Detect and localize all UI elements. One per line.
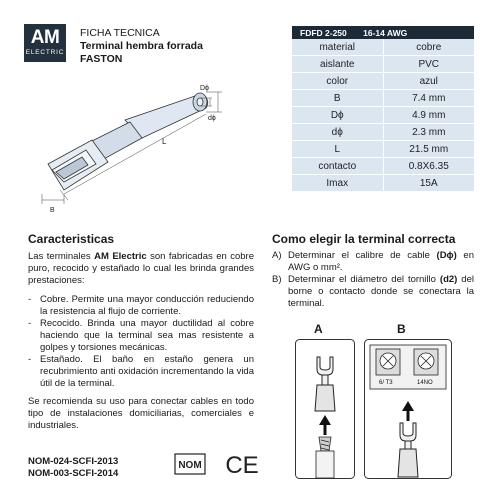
- spec-label: L: [292, 141, 383, 158]
- table-row: [292, 141, 474, 158]
- table-row: [292, 73, 474, 90]
- table-row: [292, 124, 474, 141]
- list-item: - Recocido. Brinda una mayor ductilidad al cobre haciendo que la terminal sea mas resistente a golpes y torsiones mecánicas.: [28, 318, 254, 353]
- dim-B-label: B: [50, 207, 55, 214]
- spec-label: color: [292, 73, 383, 90]
- dim-L-label: L: [162, 137, 167, 146]
- spec-label: dϕ: [292, 124, 383, 141]
- caracteristicas-list: [28, 294, 254, 390]
- document-header: [80, 27, 203, 66]
- terminal-sleeve: [398, 449, 418, 477]
- spec-label: material: [292, 39, 383, 56]
- como-elegir-list: [272, 250, 474, 310]
- terminal-left-label: 6/ T3: [379, 380, 393, 386]
- logo-sub: ELECTRIC: [25, 49, 65, 56]
- terminal-sleeve: [315, 385, 335, 411]
- ce-mark-icon: [222, 452, 262, 476]
- cable-jacket: [316, 451, 334, 478]
- norms-list: [28, 456, 118, 480]
- norm-1: NOM-024-SCFI-2013: [28, 456, 119, 467]
- table-row: [292, 175, 474, 192]
- ce-mark-text: CE: [225, 452, 259, 476]
- list-item: - Estañado. El baño en estaño genera un recubrimiento anti oxidación incrementando la vida útil de la terminal.: [28, 354, 254, 389]
- table-row: [292, 56, 474, 73]
- nom-mark-text: NOM: [178, 460, 202, 471]
- spec-value: 21.5 mm: [383, 141, 474, 158]
- figure-a-label: A: [314, 322, 323, 336]
- header-line-2: Terminal hembra forrada: [80, 40, 203, 52]
- spec-label: Imax: [292, 175, 383, 192]
- spec-value: PVC: [383, 56, 474, 73]
- spec-value: 4.9 mm: [383, 107, 474, 124]
- spec-table: [292, 26, 474, 192]
- spec-label: Dϕ: [292, 107, 383, 124]
- terminal-drawing: [30, 82, 230, 217]
- spec-value: cobre: [383, 39, 474, 56]
- figure-b-label: B: [397, 322, 406, 336]
- table-row: [292, 158, 474, 175]
- table-row: [292, 90, 474, 107]
- caracteristicas-title: Caracteristicas: [28, 232, 115, 246]
- spec-label: aislante: [292, 56, 383, 73]
- logo-brand: AM: [30, 27, 60, 48]
- list-item: A) Determinar el calibre de cable (Dϕ) en AWG o mm².: [272, 250, 474, 273]
- spec-value: 7.4 mm: [383, 90, 474, 107]
- caracteristicas-closing: Se recomienda su uso para conectar cables en todo tipo de instalaciones domiciliarias, comerciales e industriales.: [28, 396, 254, 431]
- header-line-1: FICHA TECNICA: [80, 27, 160, 39]
- list-item: - Cobre. Permite una mayor conducción reduciendo la resistencia al flujo de corriente.: [28, 294, 254, 317]
- spec-label: contacto: [292, 158, 383, 175]
- spec-awg: 16-14 AWG: [363, 27, 408, 38]
- nom-mark-icon: [174, 453, 206, 475]
- intro-pre: Las terminales: [28, 251, 95, 262]
- como-elegir-title: Como elegir la terminal correcta: [272, 232, 456, 246]
- terminal-right-label: 14NO: [417, 380, 433, 386]
- caracteristicas-intro: [28, 251, 254, 287]
- spec-value: 15A: [383, 175, 474, 192]
- dim-D-label: Dϕ: [200, 85, 209, 92]
- spec-label: B: [292, 90, 383, 107]
- spec-table-header: [292, 26, 474, 39]
- am-electric-logo: [24, 24, 66, 62]
- spec-value: 2.3 mm: [383, 124, 474, 141]
- figure-a-cable-terminal: [295, 339, 355, 479]
- intro-brand: AM Electric: [94, 251, 147, 262]
- dim-d-label: dϕ: [208, 115, 216, 122]
- terminal-neck: [322, 375, 328, 385]
- spec-value: azul: [383, 73, 474, 90]
- figure-b-screw-terminal: [364, 339, 452, 479]
- spec-code: FDFD 2-250: [300, 27, 347, 38]
- list-item: B) Determinar el diámetro del tornillo (d2) del borne o contacto donde se conectara la terminal.: [272, 274, 474, 309]
- table-row: [292, 39, 474, 56]
- drawing-sleeve-hole: [197, 98, 203, 106]
- intro-post: son fabricadas en cobre puro, recocido y estañado lo cual les brinda grandes prestaciones:: [28, 251, 254, 286]
- table-row: [292, 107, 474, 124]
- norm-2: NOM-003-SCFI-2014: [28, 468, 119, 479]
- spec-value: 0.8X6.35: [383, 158, 474, 175]
- header-line-3: FASTON: [80, 53, 123, 65]
